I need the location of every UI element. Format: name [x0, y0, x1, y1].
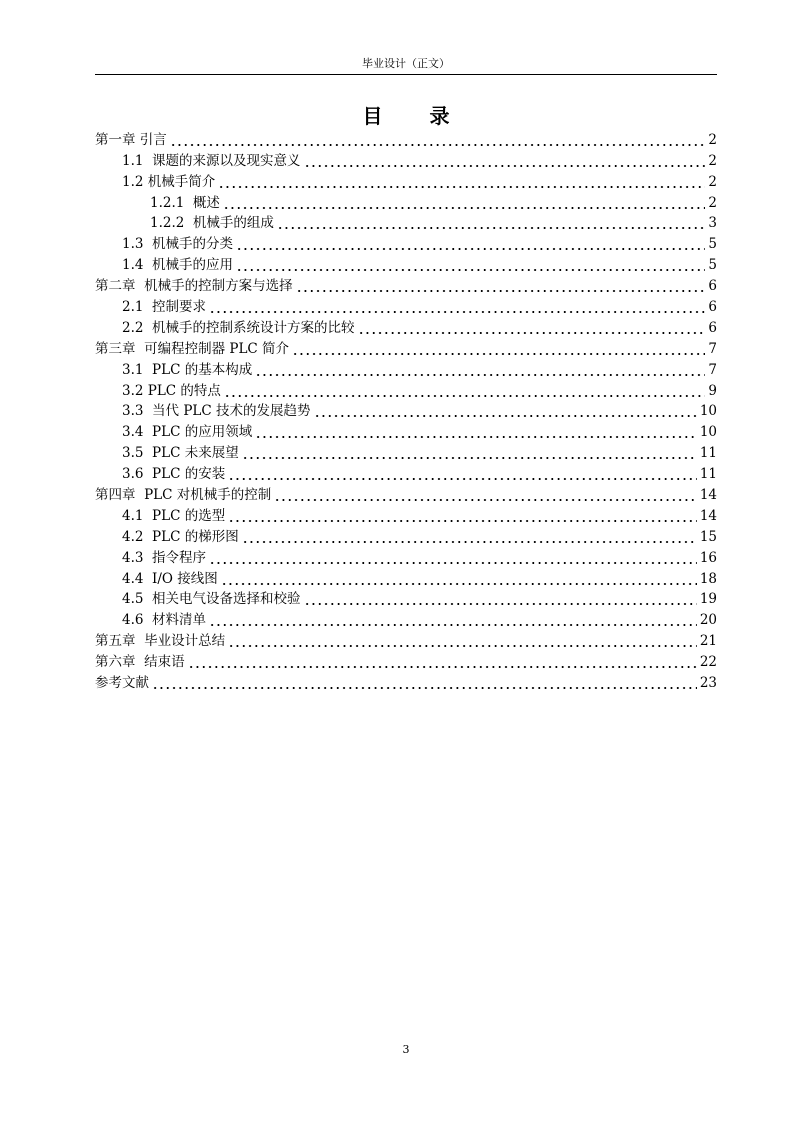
toc-entry[interactable]: [95, 672, 717, 693]
toc-entry-label: 参考文献: [95, 675, 149, 692]
toc-entry[interactable]: [95, 150, 717, 171]
page-number: 3: [402, 1043, 410, 1056]
toc-entry[interactable]: [95, 568, 717, 589]
toc-dot-leader: [358, 332, 705, 334]
toc-entry[interactable]: [95, 129, 717, 150]
toc-dot-leader: [255, 436, 697, 438]
toc-entry-label: 第四章 PLC 对机械手的控制: [95, 487, 272, 504]
toc-entry[interactable]: [95, 359, 717, 380]
toc-dot-leader: [236, 269, 705, 271]
toc-dot-leader: [296, 290, 705, 292]
toc-dot-leader: [218, 186, 705, 188]
toc-entry[interactable]: [95, 526, 717, 547]
table-of-contents: [95, 129, 717, 693]
toc-entry-page: 20: [699, 612, 717, 629]
toc-entry-page: 10: [699, 403, 717, 420]
toc-entry-page: 2: [708, 131, 717, 148]
toc-entry-label: 3.3 当代 PLC 技术的发展趋势: [122, 403, 311, 420]
toc-dot-leader: [209, 562, 697, 564]
toc-entry-label: 第二章 机械手的控制方案与选择: [95, 278, 293, 295]
toc-entry[interactable]: [95, 401, 717, 422]
toc-dot-leader: [314, 415, 697, 417]
toc-dot-leader: [223, 207, 705, 209]
toc-entry[interactable]: [95, 338, 717, 359]
toc-entry[interactable]: [95, 233, 717, 254]
toc-entry[interactable]: [95, 609, 717, 630]
toc-entry-label: 第三章 可编程控制器 PLC 简介: [95, 340, 290, 357]
toc-entry-label: 2.1 控制要求: [122, 299, 207, 316]
toc-entry-label: 1.2.2 机械手的组成: [150, 215, 274, 232]
toc-entry[interactable]: [95, 275, 717, 296]
page-header: 毕业设计（正文）: [362, 57, 450, 70]
toc-entry[interactable]: [95, 463, 717, 484]
toc-entry[interactable]: [95, 421, 717, 442]
toc-entry-page: 23: [699, 675, 717, 692]
toc-entry[interactable]: [95, 296, 717, 317]
toc-entry-page: 18: [699, 570, 717, 587]
toc-entry-page: 2: [708, 173, 717, 190]
toc-dot-leader: [274, 499, 697, 501]
toc-entry-page: 22: [699, 654, 717, 671]
toc-entry[interactable]: [95, 547, 717, 568]
toc-dot-leader: [209, 624, 697, 626]
toc-entry[interactable]: [95, 192, 717, 213]
toc-entry-label: 4.3 指令程序: [122, 549, 207, 566]
toc-entry-page: 7: [708, 361, 717, 378]
toc-dot-leader: [304, 603, 697, 605]
toc-entry-label: 1.2 机械手简介: [122, 173, 216, 190]
toc-dot-leader: [221, 583, 697, 585]
toc-entry-label: 4.4 I/O 接线图: [122, 570, 218, 587]
toc-entry[interactable]: [95, 254, 717, 275]
toc-entry[interactable]: [95, 630, 717, 651]
toc-entry-page: 2: [708, 152, 717, 169]
toc-entry[interactable]: [95, 213, 717, 234]
header-divider: [95, 74, 717, 75]
toc-entry-page: 19: [699, 591, 717, 608]
toc-entry[interactable]: [95, 380, 717, 401]
toc-entry-page: 15: [699, 528, 717, 545]
toc-dot-leader: [224, 395, 705, 397]
toc-dot-leader: [228, 645, 697, 647]
toc-dot-leader: [292, 353, 705, 355]
toc-dot-leader: [228, 520, 697, 522]
toc-entry-page: 5: [708, 236, 717, 253]
toc-entry[interactable]: [95, 171, 717, 192]
toc-entry-label: 4.5 相关电气设备选择和校验: [122, 591, 301, 608]
toc-entry-label: 第五章 毕业设计总结: [95, 633, 226, 650]
toc-entry-page: 2: [708, 194, 717, 211]
toc-entry-page: 14: [699, 487, 717, 504]
toc-dot-leader: [277, 227, 705, 229]
toc-entry-label: 3.2 PLC 的特点: [122, 382, 221, 399]
toc-entry-label: 3.6 PLC 的安装: [122, 466, 226, 483]
toc-entry-label: 第一章 引言: [95, 131, 167, 148]
toc-title: 目 录: [362, 104, 470, 128]
toc-entry[interactable]: [95, 442, 717, 463]
toc-dot-leader: [304, 165, 705, 167]
toc-entry-label: 4.1 PLC 的选型: [122, 507, 226, 524]
toc-entry-label: 4.6 材料清单: [122, 612, 207, 629]
toc-entry-page: 11: [699, 445, 717, 462]
toc-dot-leader: [242, 457, 697, 459]
toc-entry[interactable]: [95, 317, 717, 338]
toc-entry-page: 16: [699, 549, 717, 566]
toc-entry-page: 7: [708, 340, 717, 357]
toc-entry[interactable]: [95, 589, 717, 610]
toc-dot-leader: [170, 144, 705, 146]
toc-entry[interactable]: [95, 484, 717, 505]
toc-entry-page: 9: [708, 382, 717, 399]
toc-entry-page: 6: [708, 319, 717, 336]
toc-dot-leader: [209, 311, 705, 313]
toc-dot-leader: [188, 666, 697, 668]
toc-entry-page: 6: [708, 278, 717, 295]
toc-entry-label: 1.1 课题的来源以及现实意义: [122, 152, 301, 169]
toc-entry[interactable]: [95, 505, 717, 526]
toc-entry-page: 5: [708, 257, 717, 274]
toc-entry-page: 21: [699, 633, 717, 650]
toc-entry-label: 1.2.1 概述: [150, 194, 220, 211]
toc-entry-page: 6: [708, 299, 717, 316]
toc-entry-label: 3.1 PLC 的基本构成: [122, 361, 253, 378]
toc-entry-label: 3.5 PLC 未来展望: [122, 445, 239, 462]
toc-entry-page: 10: [699, 424, 717, 441]
toc-entry[interactable]: [95, 651, 717, 672]
toc-entry-page: 3: [708, 215, 717, 232]
toc-entry-label: 2.2 机械手的控制系统设计方案的比较: [122, 319, 355, 336]
toc-dot-leader: [236, 248, 705, 250]
toc-entry-label: 3.4 PLC 的应用领域: [122, 424, 253, 441]
toc-dot-leader: [152, 687, 697, 689]
toc-entry-label: 4.2 PLC 的梯形图: [122, 528, 239, 545]
toc-entry-page: 11: [699, 466, 717, 483]
toc-entry-page: 14: [699, 507, 717, 524]
toc-entry-label: 第六章 结束语: [95, 654, 185, 671]
toc-dot-leader: [242, 541, 697, 543]
toc-entry-label: 1.3 机械手的分类: [122, 236, 234, 253]
toc-entry-label: 1.4 机械手的应用: [122, 257, 234, 274]
toc-dot-leader: [255, 374, 705, 376]
toc-dot-leader: [228, 478, 697, 480]
